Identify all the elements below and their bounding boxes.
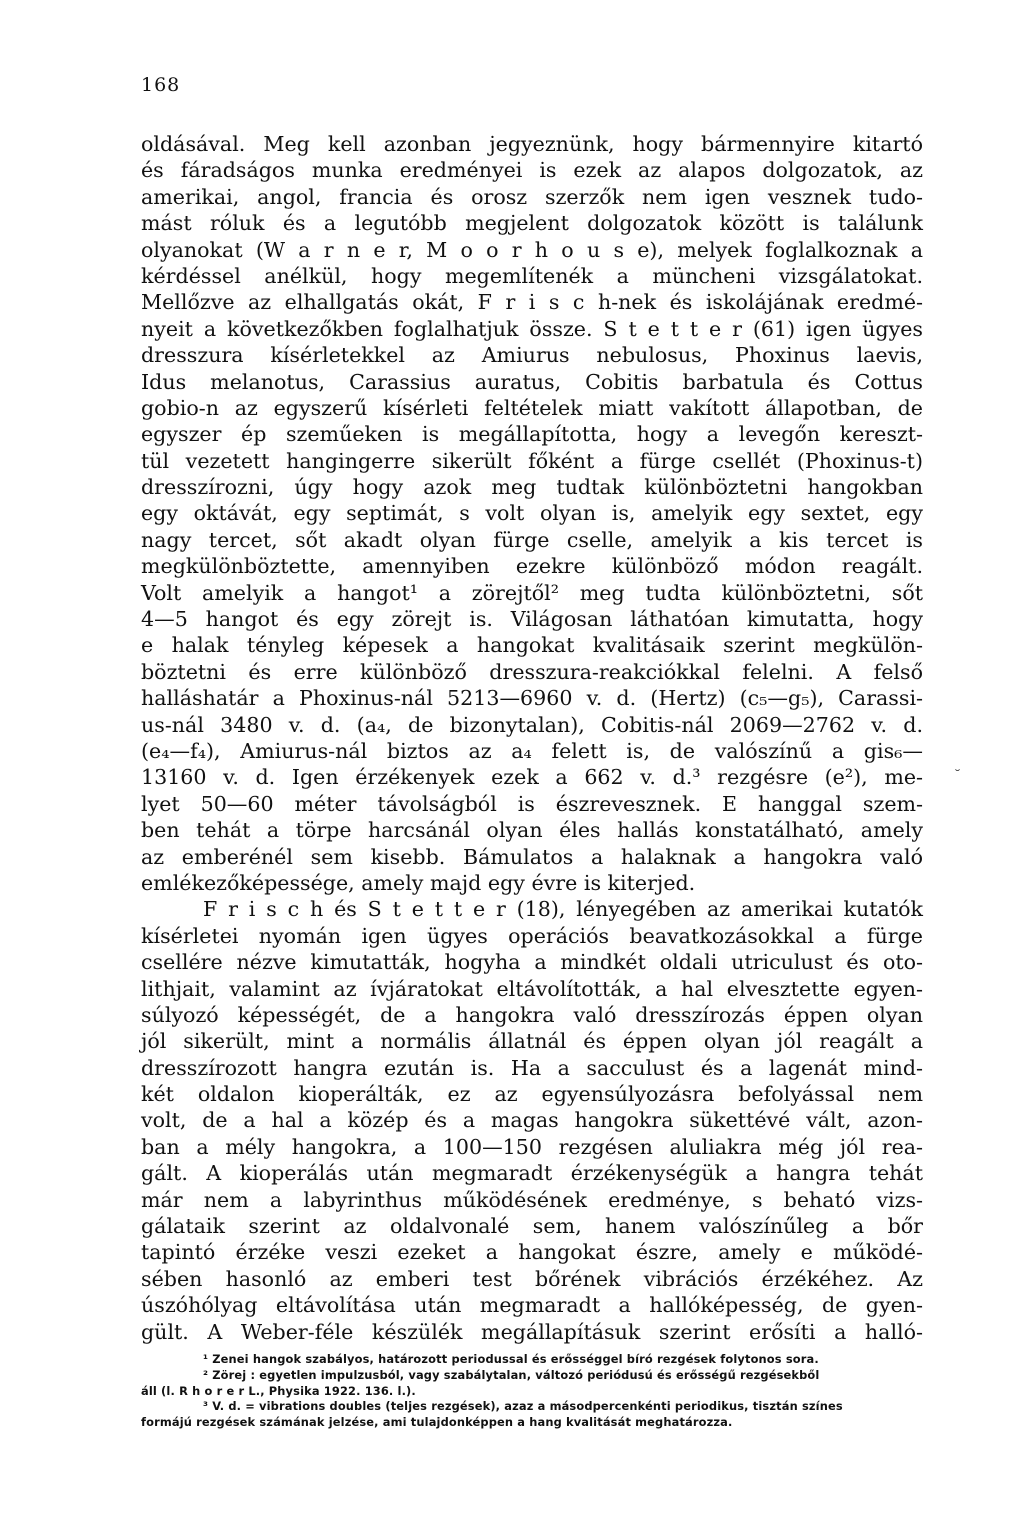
text-line: dresszírozott hangra ezután is. Ha a sacculust és a lagenát mind-	[141, 1055, 923, 1080]
text-line: csellére nézve kimutatták, hogyha a mindkét oldali utriculust és oto-	[141, 950, 923, 975]
text-line: súlyozó képességét, de a hangokra való dresszírozás éppen olyan	[141, 1002, 923, 1027]
footnote-line: ² Zörej : egyetlen impulzusból, vagy szabálytalan, változó periódusú és erősségű rezgésekből	[203, 1367, 820, 1382]
page-number: 168	[141, 74, 181, 96]
text-line: lithjait, valamint az ívjáratokat eltávolították, a hal elvesztette egyen-	[141, 976, 923, 1001]
text-line: Idus melanotus, Carassius auratus, Cobitis barbatula és Cottus	[141, 369, 923, 394]
text-line: F r i s c h és S t e t t e r (18), lényegében az amerikai kutatók	[203, 897, 923, 922]
text-line: 4—5 hangot és egy zörejt is. Világosan láthatóan kimutatta, hogy	[141, 607, 923, 632]
text-line: tül vezetett hangingerre sikerült főként a fürge csellét (Phoxinus-t)	[141, 448, 923, 473]
text-line: gült. A Weber-féle készülék megállapításuk szerint erősíti a halló-	[141, 1319, 923, 1344]
text-line: jól sikerült, mint a normális állatnál és éppen olyan jól reagált a	[141, 1029, 923, 1054]
text-line: egy oktávát, egy septimát, s volt olyan is, amelyik egy sextet, egy	[141, 501, 923, 526]
text-line: volt, de a hal a közép és a magas hangokra sükettévé vált, azon-	[141, 1108, 923, 1133]
text-line: oldásával. Meg kell azonban jegyeznünk, hogy bármennyire kitartó	[141, 132, 923, 156]
text-line: két oldalon kioperálták, ez az egyensúlyozásra befolyással nem	[141, 1082, 923, 1107]
text-line: kísérletei nyomán igen ügyes operációs beavatkozásokkal a fürge	[141, 923, 923, 948]
text-line: úszóhólyag eltávolítása után megmaradt a hallóképesség, de gyen-	[141, 1293, 923, 1318]
stray-mark: ˘	[954, 768, 961, 784]
text-line: böztetni és erre különböző dresszura-reakciókkal felelni. A felső	[141, 659, 923, 684]
text-line: emlékezőképessége, amely majd egy évre is kiterjed.	[141, 870, 696, 895]
text-line: dresszírozni, úgy hogy azok meg tudtak különböztetni hangokban	[141, 475, 923, 500]
text-line: Mellőzve az elhallgatás okát, F r i s c h-nek és iskolájának eredmé-	[141, 290, 923, 315]
text-line: nyeit a következőkben foglalhatjuk össze. S t e t t e r (61) igen ügyes	[141, 316, 923, 341]
text-line: és fáradságos munka eredményei is ezek az alapos dolgozatok, az	[141, 158, 923, 183]
text-line: nagy tercet, sőt akadt olyan fürge cselle, amelyik a kis tercet is	[141, 527, 923, 552]
text-line: már nem a labyrinthus működésének eredménye, s beható vizs-	[141, 1187, 923, 1212]
text-line: megkülönböztette, amennyiben ezekre különböző módon reagált.	[141, 554, 923, 579]
text-line: e halak tényleg képesek a hangokat kvalitásaik szerint megkülön-	[141, 633, 923, 658]
text-line: gobio-n az egyszerű kísérleti feltételek miatt vakított állapotban, de	[141, 395, 923, 420]
text-line: dresszura kísérletekkel az Amiurus nebulosus, Phoxinus laevis,	[141, 343, 923, 368]
text-line: ben tehát a törpe harcsánál olyan éles hallás konstatálható, amely	[141, 818, 923, 843]
text-line: halláshatár a Phoxinus-nál 5213—6960 v. d. (Hertz) (c₅—g₅), Carassi-	[141, 686, 923, 711]
text-line: amerikai, angol, francia és orosz szerzők nem igen vesznek tudo-	[141, 184, 923, 209]
text-line: kérdéssel anélkül, hogy megemlítenék a müncheni vizsgálatokat.	[141, 263, 923, 288]
text-line: 13160 v. d. Igen érzékenyek ezek a 662 v. d.³ rezgésre (e²), me-	[141, 765, 923, 790]
text-line: (e₄—f₄), Amiurus-nál biztos az a₄ felett is, de valószínű a gis₆—	[141, 738, 923, 763]
text-line: lyet 50—60 méter távolságból is észrevesznek. E hanggal szem-	[141, 791, 923, 816]
text-line: mást róluk és a legutóbb megjelent dolgozatok között is találunk	[141, 211, 923, 236]
footnote-line: formájú rezgések számának jelzése, ami tulajdonképpen a hang kvalitását meghatározza.	[141, 1415, 733, 1430]
text-line: gált. A kioperálás után megmaradt érzékenységük a hangra tehát	[141, 1161, 923, 1186]
footnote-line: ³ V. d. = vibrations doubles (teljes rezgések), azaz a másodpercenkénti periodikus, tisztán színes	[203, 1399, 843, 1414]
footnote-line: áll (l. R h o r e r L., Physika 1922. 136. l.).	[141, 1383, 416, 1398]
text-line: egyszer ép szeműeken is megállapította, hogy a levegőn kereszt-	[141, 422, 923, 447]
text-line: gálataik szerint az oldalvonalé sem, hanem valószínűleg a bőr	[141, 1214, 923, 1239]
footnote-line: ¹ Zenei hangok szabályos, határozott periodussal és erősséggel bíró rezgések folytonos sora.	[203, 1352, 819, 1366]
text-line: sében hasonló az emberi test bőrének vibrációs érzékéhez. Az	[141, 1266, 923, 1291]
text-line: tapintó érzéke veszi ezeket a hangokat észre, amely e működé-	[141, 1240, 923, 1265]
text-line: Volt amelyik a hangot¹ a zörejtől² meg tudta különböztetni, sőt	[141, 580, 923, 605]
body-text	[141, 131, 923, 1345]
text-line: olyanokat (W a r n e r, M o o r h o u s e), melyek foglalkoznak a	[141, 237, 923, 262]
footnotes	[141, 1352, 923, 1431]
text-line: az emberénél sem kisebb. Bámulatos a halaknak a hangokra való	[141, 844, 923, 869]
text-line: us-nál 3480 v. d. (a₄, de bizonytalan), Cobitis-nál 2069—2762 v. d.	[141, 712, 923, 737]
text-line: ban a mély hangokra, a 100—150 rezgésen aluliakra még jól rea-	[141, 1134, 923, 1159]
